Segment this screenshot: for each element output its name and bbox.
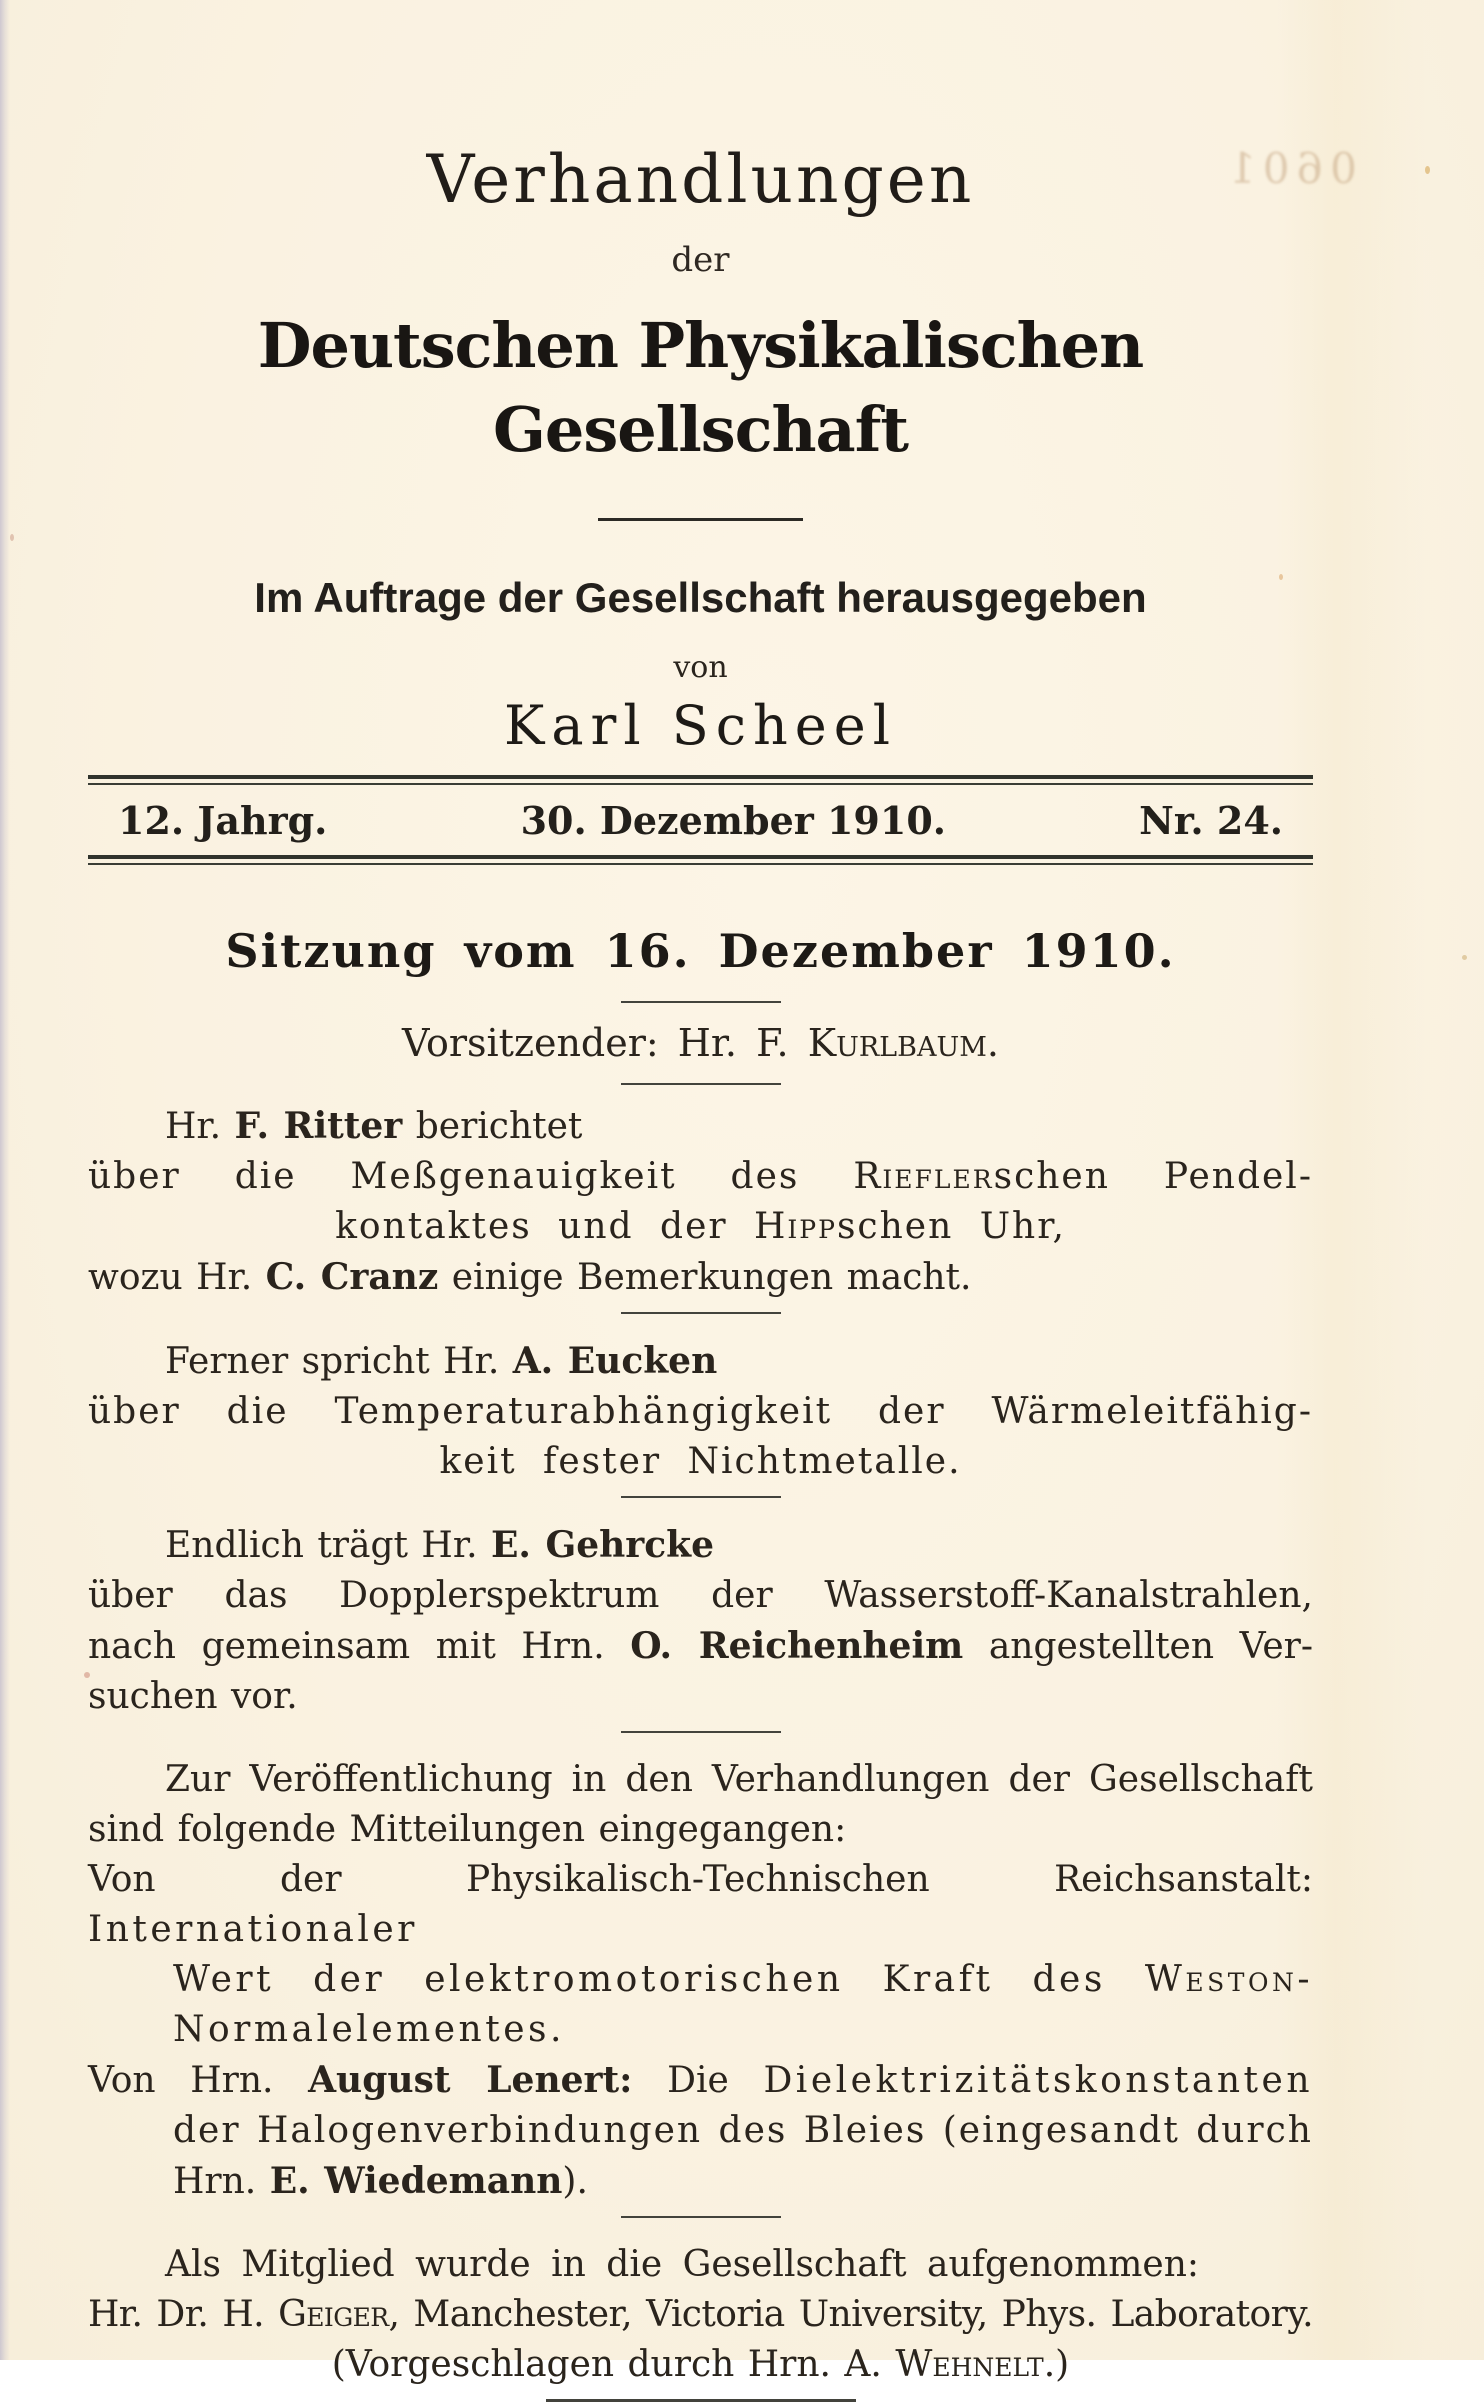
text-segment: schen Pendel- bbox=[993, 1156, 1313, 1197]
issue-bar-bottom-rule bbox=[88, 855, 1313, 865]
text-segment: Die bbox=[632, 2060, 764, 2101]
text-line bbox=[88, 1672, 1313, 1722]
text-segment: keit fester Nichtmetalle. bbox=[439, 1441, 962, 1482]
text-segment: Als Mitglied wurde in die Gesellschaft aufgenommen: bbox=[165, 2244, 1200, 2285]
text-line bbox=[88, 2240, 1313, 2290]
text-segment: einige Bemerkungen macht. bbox=[438, 1257, 972, 1298]
text-line bbox=[88, 1855, 1313, 1955]
text-segment: Endlich trägt Hr. bbox=[165, 1525, 491, 1566]
text-segment: C. Cranz bbox=[265, 1256, 439, 1298]
text-line bbox=[88, 1252, 1313, 1303]
text-segment: Hr. Dr. H. bbox=[88, 2294, 279, 2335]
page-content bbox=[88, 0, 1313, 2402]
chair-divider bbox=[621, 1083, 781, 1085]
text-segment: über die Meßgenauigkeit des bbox=[88, 1156, 854, 1197]
bleed-through-ghost-text: 0601 bbox=[1222, 144, 1357, 193]
text-line bbox=[88, 1755, 1313, 1805]
issue-bar-top-rule bbox=[88, 775, 1313, 785]
text-line bbox=[88, 2340, 1313, 2390]
text-line bbox=[88, 1437, 1313, 1487]
heading-divider bbox=[621, 1001, 781, 1003]
editor-name: Karl Scheel bbox=[504, 694, 897, 757]
von-line: von bbox=[673, 650, 728, 685]
issue-number: Nr. 24. bbox=[1139, 798, 1283, 843]
text-segment: angestellten Ver- bbox=[963, 1626, 1313, 1667]
text-segment: Wert der elektromotorischen Kraft des bbox=[173, 1959, 1145, 2000]
text-segment: Von Hrn. bbox=[88, 2060, 309, 2101]
text-segment: . bbox=[986, 1021, 999, 1065]
masthead-title: Verhandlungen bbox=[426, 141, 975, 218]
text-segment: nach gemeinsam mit Hrn. bbox=[88, 1626, 631, 1667]
text-segment: Dielektrizitätskonstanten bbox=[763, 2060, 1314, 2101]
text-segment: sind folgende Mitteilungen eingegangen: bbox=[88, 1809, 847, 1850]
text-segment: Internationaler bbox=[88, 1909, 418, 1950]
text-segment: Kurlbaum bbox=[807, 1021, 987, 1065]
paper-speck bbox=[10, 534, 14, 541]
section-divider bbox=[621, 1731, 781, 1733]
text-segment: Vorsitzender: Hr. F. bbox=[402, 1021, 808, 1065]
commission-line: Im Auftrage der Gesellschaft herausgegeben bbox=[254, 574, 1147, 621]
text-segment: der Halogenverbindungen des Bleies (eingesandt durch bbox=[173, 2110, 1313, 2151]
paper-speck bbox=[1425, 166, 1430, 174]
text-segment: suchen vor. bbox=[88, 1676, 298, 1717]
text-line bbox=[88, 2106, 1313, 2156]
text-segment: Hr. bbox=[165, 1106, 235, 1147]
text-segment: schen Uhr, bbox=[836, 1206, 1066, 1247]
text-segment: O. Reichenheim bbox=[630, 1625, 964, 1667]
section-divider bbox=[621, 1496, 781, 1498]
text-segment: kontaktes und der bbox=[335, 1206, 755, 1247]
text-segment: über das Dopplerspektrum der Wasserstoff-Kanalstrahlen, bbox=[88, 1575, 1313, 1616]
text-line bbox=[88, 2156, 1313, 2207]
section-divider bbox=[621, 1312, 781, 1314]
text-segment: Geiger bbox=[278, 2294, 389, 2335]
text-line bbox=[88, 1152, 1313, 1202]
text-line bbox=[88, 1955, 1313, 2005]
text-segment: Normalelementes. bbox=[173, 2009, 565, 2050]
masthead-society-title: Deutschen Physikalischen Gesellschaft bbox=[257, 309, 1144, 466]
text-segment: E. Gehrcke bbox=[490, 1524, 715, 1566]
paper-speck bbox=[1462, 955, 1467, 960]
issue-bar bbox=[88, 785, 1313, 855]
section-divider bbox=[621, 2216, 781, 2218]
text-line bbox=[88, 1571, 1313, 1621]
text-segment: Riefler bbox=[853, 1156, 994, 1197]
text-line bbox=[88, 1202, 1313, 1252]
text-line bbox=[88, 1101, 1313, 1152]
issue-date: 30. Dezember 1910. bbox=[520, 798, 946, 843]
text-segment: (Vorgeschlagen durch Hrn. A. bbox=[331, 2344, 896, 2385]
text-line bbox=[88, 1621, 1313, 1672]
issue-volume: 12. Jahrg. bbox=[118, 798, 328, 843]
text-segment: wozu Hr. bbox=[88, 1257, 266, 1298]
text-segment: Von der Physikalisch-Technischen Reichsanstalt: bbox=[88, 1859, 1313, 1900]
text-line bbox=[88, 2005, 1313, 2055]
text-segment: August Lenert: bbox=[308, 2059, 633, 2101]
text-line bbox=[88, 2290, 1313, 2340]
text-segment: A. Eucken bbox=[512, 1340, 718, 1382]
text-line bbox=[88, 2055, 1313, 2106]
session-heading: Sitzung vom 16. Dezember 1910. bbox=[225, 924, 1176, 978]
text-segment: , Manchester, Victoria University, Phys. Laboratory. bbox=[388, 2294, 1313, 2335]
text-segment: ). bbox=[562, 2161, 588, 2202]
text-line bbox=[88, 1336, 1313, 1387]
chair-line bbox=[88, 1019, 1313, 1067]
text-segment: Ferner spricht Hr. bbox=[165, 1341, 513, 1382]
text-segment: - bbox=[1297, 1959, 1313, 2000]
text-segment: Hrn. bbox=[173, 2161, 270, 2202]
text-segment: .) bbox=[1043, 2344, 1070, 2385]
text-segment: E. Wiedemann bbox=[269, 2160, 563, 2202]
masthead-rule bbox=[598, 518, 803, 521]
text-segment: berichtet bbox=[402, 1106, 583, 1147]
text-segment: Hipp bbox=[754, 1206, 837, 1247]
text-segment: Weston bbox=[1144, 1959, 1298, 2000]
text-line bbox=[88, 1520, 1313, 1571]
text-line bbox=[88, 1805, 1313, 1855]
text-segment: Zur Veröffentlichung in den Verhandlungen der Gesellschaft bbox=[165, 1759, 1313, 1800]
text-line bbox=[88, 1387, 1313, 1437]
text-segment: über die Temperaturabhängigkeit der Wärmeleitfähig- bbox=[88, 1391, 1313, 1432]
announcements bbox=[88, 1101, 1313, 2402]
masthead-der: der bbox=[671, 240, 730, 280]
text-segment: F. Ritter bbox=[234, 1105, 403, 1147]
text-segment: Wehnelt bbox=[895, 2344, 1044, 2385]
